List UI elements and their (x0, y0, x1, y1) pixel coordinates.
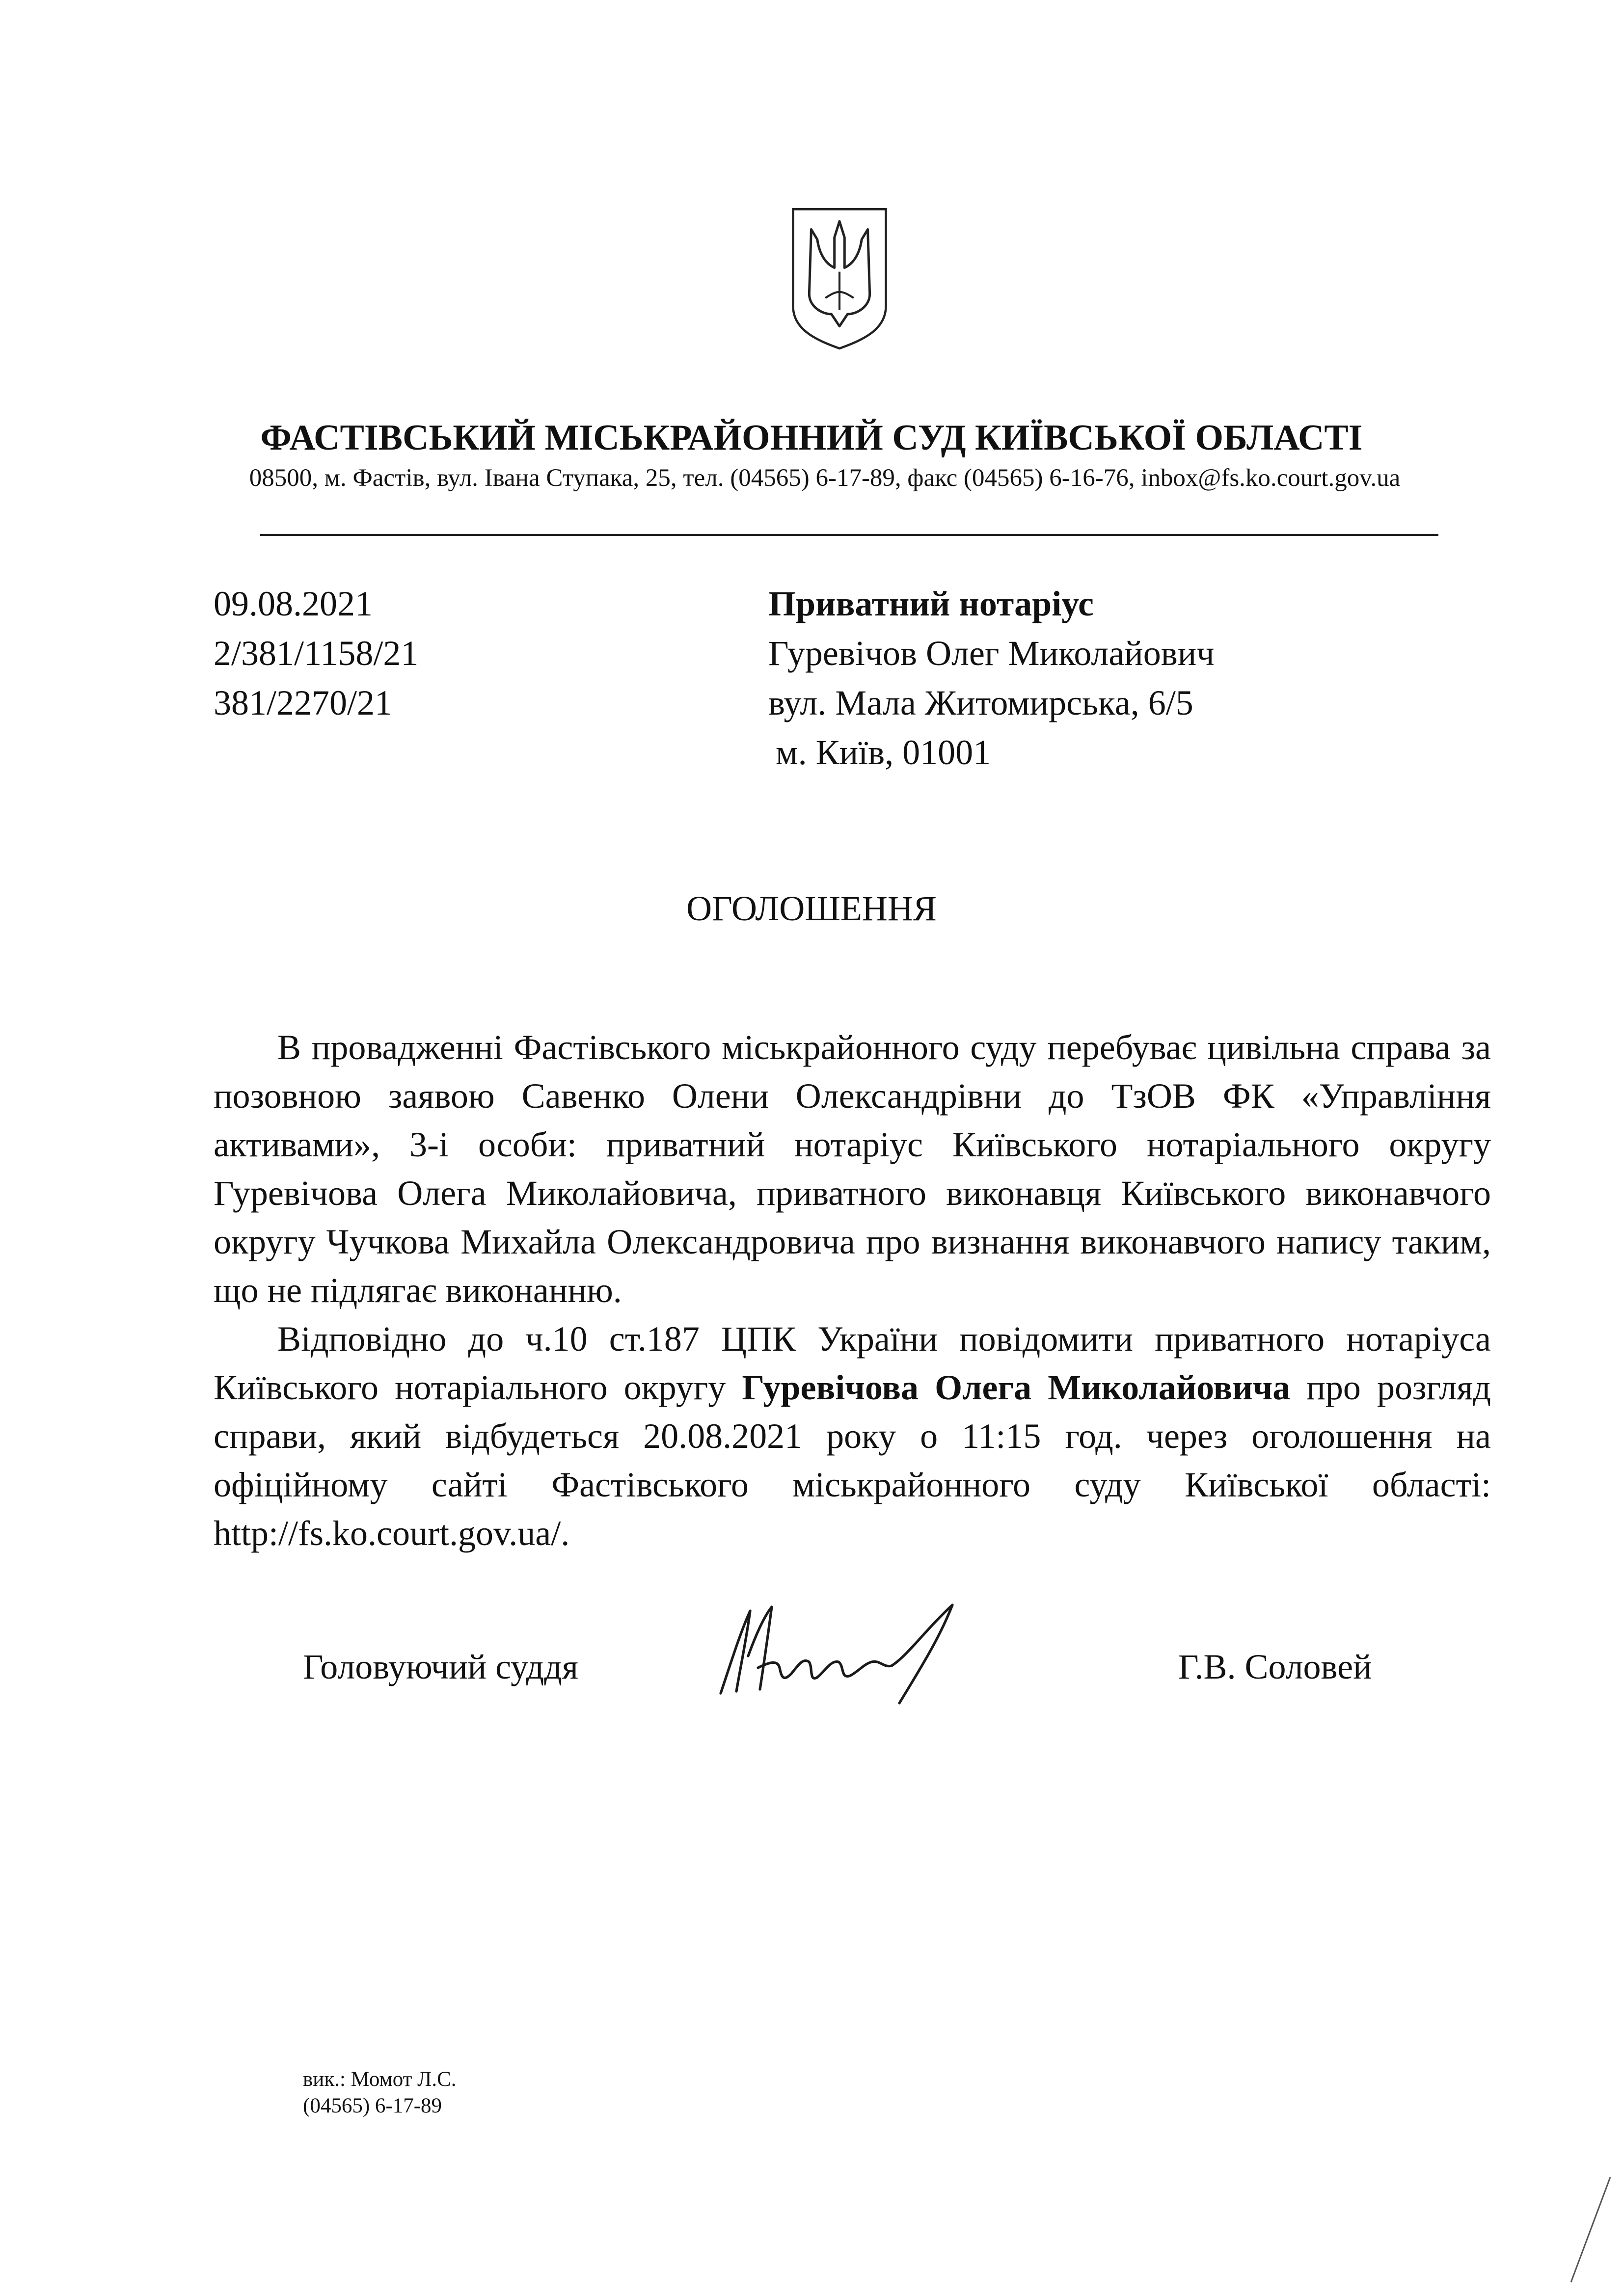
body-paragraph-1: В провадженні Фастівського міськрайонного суду перебуває цивільна справа за позовною заявою Савенко Олени Олександрівни до ТзОВ ФК «Управління активами», 3-і особи: приватний нотаріус Київського нотаріального округу Гуревічова Олега Миколайовича, приватного виконавця Київського виконавчого округу Чучкова Михайла Олександровича про визнання виконавчого напису таким, що не підлягає виконанню. (214, 1028, 1491, 1310)
recipient-title: Приватний нотаріус (768, 584, 1094, 623)
document-body (214, 1023, 1491, 1558)
executor-info (303, 2066, 457, 2119)
document-meta (214, 579, 418, 728)
document-title: ОГОЛОШЕННЯ (686, 889, 937, 928)
corner-scan-mark (1561, 2174, 1615, 2287)
recipient-block (768, 579, 1215, 777)
executor-name: вик.: Момот Л.С. (303, 2068, 457, 2091)
paragraph-2-text-end: про розгляд справи, який відбудеться 20.08.2021 року о 11:15 год. через оголошення на офіційному сайті Фастівського міськрайонного суду Київської області: http://fs.ko.court.gov.ua/. (214, 1368, 1491, 1553)
notary-name-bold: Гуревічова Олега Миколайовича (742, 1368, 1291, 1407)
paragraph-2-text-start: Відповідно до ч.10 ст.187 ЦПК України повідомити приватного нотаріуса Київського нотаріального округу (214, 1319, 1491, 1407)
recipient-city: м. Київ, 01001 (776, 733, 991, 772)
signer-role: Головуючий суддя (303, 1647, 578, 1686)
reference-number: 2/381/1158/21 (214, 634, 419, 673)
recipient-name: Гуревічов Олег Миколайович (768, 634, 1215, 673)
executor-phone: (04565) 6-17-89 (303, 2094, 442, 2117)
handwritten-signature-icon (707, 1595, 982, 1708)
document-date: 09.08.2021 (214, 584, 373, 623)
case-number: 381/2270/21 (214, 683, 393, 722)
body-paragraph-2 (214, 1315, 1491, 1558)
coat-of-arms-icon (789, 205, 890, 350)
court-name: ФАСТІВСЬКИЙ МІСЬКРАЙОННИЙ СУД КИЇВСЬКОЇ ОБЛАСТІ (260, 418, 1363, 458)
court-address: 08500, м. Фастів, вул. Івана Ступака, 25, тел. (04565) 6-17-89, факс (04565) 6-16-76, inbox@fs.ko.court.gov.ua (249, 464, 1401, 492)
recipient-street: вул. Мала Житомирська, 6/5 (768, 683, 1193, 722)
signer-name: Г.В. Соловей (1178, 1647, 1372, 1686)
header-divider (260, 534, 1438, 536)
